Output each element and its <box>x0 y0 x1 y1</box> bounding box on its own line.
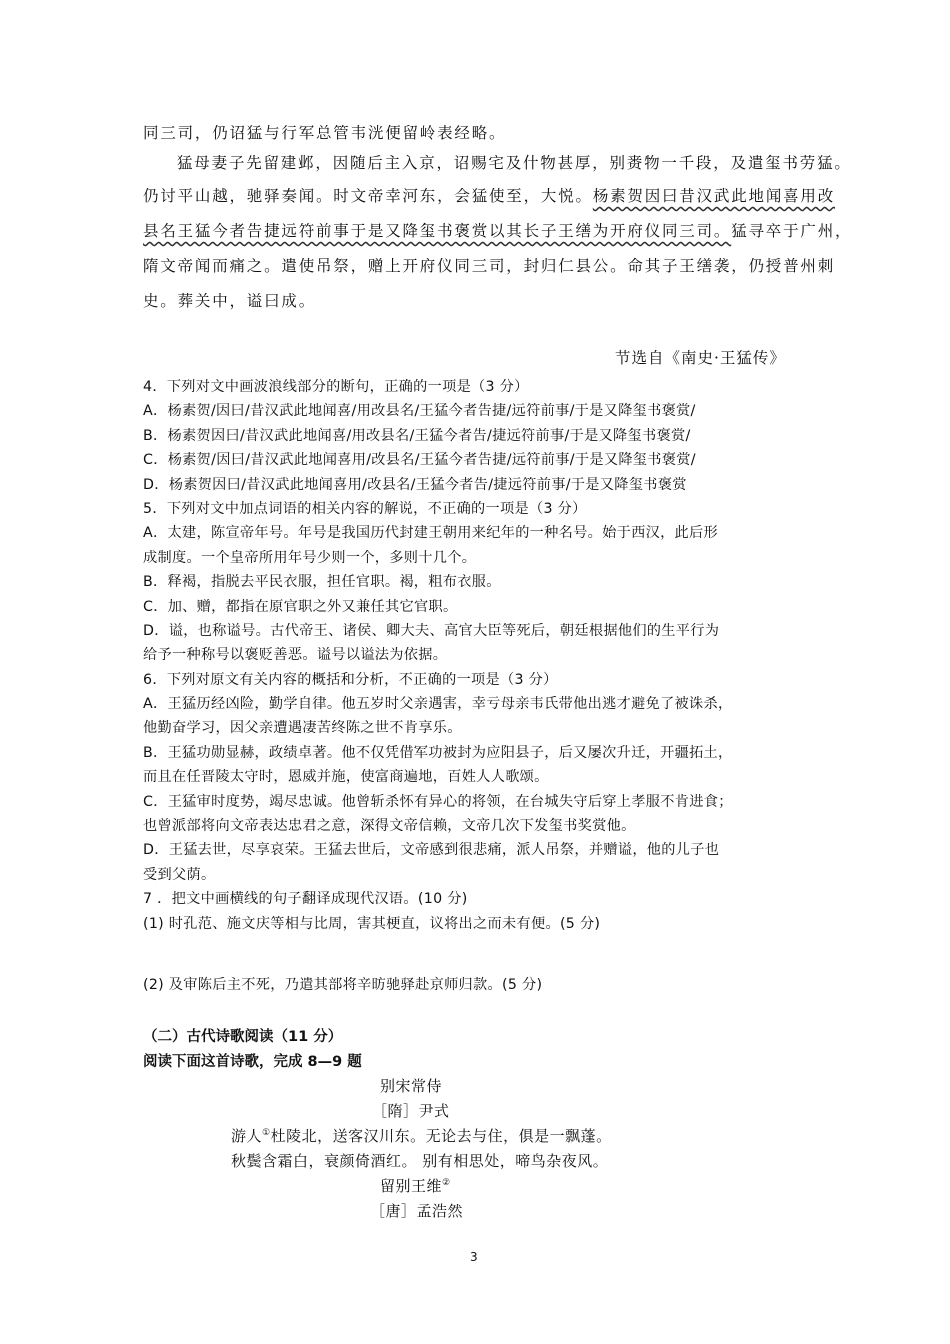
question-5-option-b: B．释褐，指脱去平民衣服，担任官职。褐，粗布衣服。 <box>143 574 501 591</box>
passage-text <box>143 118 853 319</box>
footnote-marker-2: ② <box>442 1178 451 1188</box>
section-heading: （二）古代诗歌阅读（11 分） <box>143 1029 343 1045</box>
question-4-option-b: B．杨素贺因曰/昔汉武此地闻喜/用改县名/王猛今者告/捷远符前事/于是又降玺书褒赏/ <box>143 427 691 444</box>
passage-plain-segment: 仍讨平山越，驰驿奏闻。时文帝幸河东，会猛使至，大悦。 <box>143 187 593 205</box>
passage-line-1: 同三司，仍诏猛与行军总管韦洸便留岭表经略。 <box>143 124 507 142</box>
question-4-option-a: A．杨素贺/因曰/昔汉武此地闻喜/用改县名/王猛今者告捷/远符前事/于是又降玺书褒赏/ <box>143 403 696 420</box>
question-4: 4．下列对文中画波浪线部分的断句，正确的一项是（3 分） <box>143 379 529 395</box>
poem-text: 游人 <box>231 1127 263 1145</box>
question-7-part-2: (2) 及审陈后主不死，乃遣其部将辛昉驰驿赴京师归款。(5 分) <box>143 977 543 993</box>
question-block <box>143 375 813 936</box>
question-6-option-a-cont: 他勤奋学习，因父亲遭遇凄苦终陈之世不肯享乐。 <box>143 720 462 737</box>
question-6-option-a: A．王猛历经凶险，勤学自律。他五岁时父亲遇害，幸亏母亲韦氏带他出逃才避免了被诛杀， <box>143 696 733 713</box>
question-6: 6．下列对原文有关内容的概括和分析，不正确的一项是（3 分） <box>143 671 558 688</box>
passage-plain-segment: 猛寻卒于广州， <box>731 222 853 240</box>
question-7: 7 ．把文中画横线的句子翻译成现代汉语。(10 分) <box>143 891 468 908</box>
section-instruction: 阅读下面这首诗歌，完成 8—9 题 <box>143 1054 362 1070</box>
poem-2-title-text: 留别王维 <box>380 1177 443 1195</box>
question-5-option-d: D．谥，也称谥号。古代帝王、诸侯、卿大夫、高官大臣等死后，朝廷根据他们的生平行为 <box>143 622 720 639</box>
footnote-marker-1: ① <box>262 1128 271 1138</box>
poem-text: 杜陵北，送客汉川东。无论去与住，俱是一飘蓬。 <box>270 1127 612 1145</box>
question-6-option-b: B．王猛功勋显赫，政绩卓著。他不仅凭借军功被封为应阳县子，后又屡次升迁，开疆拓土， <box>143 744 733 761</box>
passage-paragraph-2-line-2 <box>143 179 836 214</box>
question-6-option-d-cont: 受到父荫。 <box>143 866 216 883</box>
poem-2-title <box>380 1175 451 1196</box>
question-5-option-d-cont: 给予一种称号以褒贬善恶。谥号以谥法为依据。 <box>143 647 448 664</box>
passage-paragraph-2-line-3 <box>143 214 853 249</box>
passage-source: 节选自《南史·王猛传》 <box>615 349 786 367</box>
wavy-underlined-segment-1: 杨素贺因曰昔汉武此地闻喜用改 <box>592 187 836 205</box>
question-7-part-1: (1) 时孔范、施文庆等相与比周，害其梗直，议将出之而未有便。(5 分) <box>143 915 601 932</box>
question-4-option-d: D．杨素贺因曰/昔汉武此地闻喜用/改县名/王猛今者告/捷远符前事/于是又降玺书褒赏 <box>143 476 687 493</box>
question-5-option-a-cont: 成制度。一个皇帝所用年号少则一个，多则十几个。 <box>143 549 477 566</box>
question-6-option-c-cont: 也曾派部将向文帝表达忠君之意，深得文帝信赖，文帝几次下发玺书奖赏他。 <box>143 818 636 835</box>
question-6-option-b-cont: 而且在任晋陵太守时，恩威并施，使富商遍地，百姓人人歌颂。 <box>143 769 549 786</box>
poem-1-title: 别宋常侍 <box>380 1077 443 1095</box>
passage-paragraph-2-line-5: 史。葬关中，谥曰成。 <box>143 292 317 310</box>
question-5: 5．下列对文中加点词语的相关内容的解说，不正确的一项是（3 分） <box>143 500 587 517</box>
question-5-option-a: A．太建，陈宣帝年号。年号是我国历代封建王朝用来纪年的一种名号。始于西汉，此后形 <box>143 525 719 542</box>
poem-2-author: ［唐］孟浩然 <box>370 1202 464 1220</box>
wavy-underlined-segment-2: 县名王猛今者告捷远符前事于是又降玺书褒赏以其长子王缮为开府仪同三司。 <box>143 222 732 240</box>
question-5-option-c: C．加、赠，都指在原官职之外又兼任其它官职。 <box>143 598 458 615</box>
question-6-option-c: C．王猛审时度势，竭尽忠诚。他曾斩杀怀有异心的将领，在台城失守后穿上孝服不肯进食； <box>143 793 733 810</box>
poem-1-author: ［隋］尹式 <box>372 1102 450 1120</box>
question-4-option-c: C．杨素贺/因曰/昔汉武此地闻喜用/改县名/王猛今者告捷/远符前事/于是又降玺书褒赏/ <box>143 452 696 469</box>
passage-paragraph-2-line-1: 猛母妻子先留建邺，因随后主入京，诏赐宅及什物甚厚，别赉物一千段，及遣玺书劳猛。 <box>177 154 852 172</box>
passage-paragraph-2-line-4: 隋文帝闻而痛之。遣使吊祭，赠上开府仪同三司，封归仁县公。命其子王缮袭，仍授普州刺 <box>143 257 836 275</box>
question-7-part-2-block <box>143 973 813 997</box>
question-6-option-d: D．王猛去世，尽享哀荣。王猛去世后，文帝感到很悲痛，派人吊祭，并赠谥，他的儿子也 <box>143 842 720 859</box>
poem-1-line-2: 秋鬓含霜白，衰颜倚酒红。 别有相思处，啼鸟杂夜风。 <box>231 1152 609 1170</box>
page-number: 3 <box>470 1250 478 1264</box>
poem-1-line-1 <box>231 1125 612 1146</box>
